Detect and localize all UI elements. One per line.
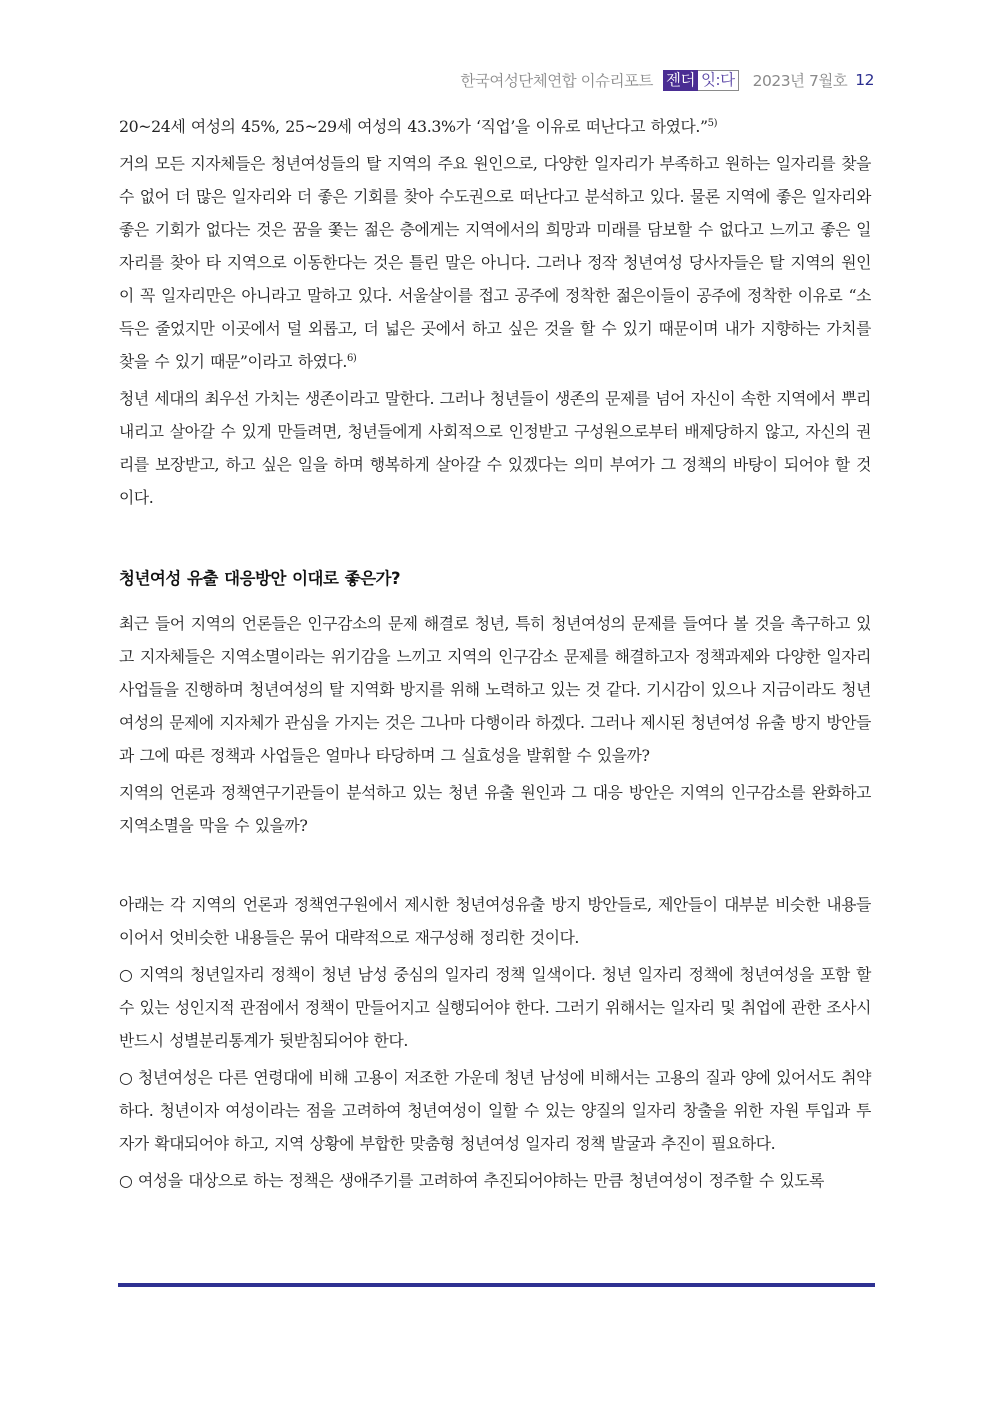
paragraph-text: 20~24세 여성의 45%, 25~29세 여성의 43.3%가 ‘직업’을 이유로 떠난다고 하였다.”	[119, 117, 708, 136]
logo-part-itda: 잇:다	[698, 70, 739, 91]
paragraph-3: 청년 세대의 최우선 가치는 생존이라고 말한다. 그러나 청년들이 생존의 문제를 넘어 자신이 속한 지역에서 뿌리 내리고 살아갈 수 있게 만들려면, 청년들에게 사회적으로 인정받고 구성원으로부터 배제당하지 않고, 자신의 권리를 보장받고, 하고 싶은 일을 하며 행복하게 살아갈 수 있겠다는 의미 부여가 그 정책의 바탕이 되어야 할 것이다.	[119, 389, 872, 507]
paragraph-5: 지역의 언론과 정책연구기관들이 분석하고 있는 청년 유출 원인과 그 대응 방안은 지역의 인구감소를 완화하고 지역소멸을 막을 수 있을까?	[119, 783, 871, 835]
paragraph-6: 아래는 각 지역의 언론과 정책연구원에서 제시한 청년여성유출 방지 방안들로, 제안들이 대부분 비슷한 내용들이어서 엇비슷한 내용들은 묶어 대략적으로 재구성해 정리한 것이다.	[119, 895, 871, 947]
footer-rule	[118, 1283, 875, 1287]
bullet-item-3: ○ 여성을 대상으로 하는 정책은 생애주기를 고려하여 추진되어야하는 만큼 청년여성이 정주할 수 있도록	[119, 1171, 824, 1190]
document-body	[119, 110, 871, 1201]
paragraph-2	[119, 147, 871, 378]
organization-name: 한국여성단체연합 이슈리포트	[460, 72, 653, 90]
paragraph-4: 최근 들어 지역의 언론들은 인구감소의 문제 해결로 청년, 특히 청년여성의 문제를 들여다 볼 것을 촉구하고 있고 지자체들은 지역소멸이라는 위기감을 느끼고 지역의 인구감소 문제를 해결하고자 정책과제와 다양한 일자리 사업들을 진행하며 청년여성의 탈 지역화 방지를 위해 노력하고 있는 것 같다. 기시감이 있으나 지금이라도 청년여성의 문제에 지자체가 관심을 가지는 것은 그나마 다행이라 하겠다. 그러나 제시된 청년여성 유출 방지 방안들과 그에 따른 정책과 사업들은 얼마나 타당하며 그 실효성을 발휘할 수 있을까?	[119, 614, 872, 765]
spacer	[119, 846, 871, 888]
footnote-ref: 5)	[707, 118, 718, 129]
paragraph-text: 거의 모든 지자체들은 청년여성들의 탈 지역의 주요 원인으로, 다양한 일자리가 부족하고 원하는 일자리를 찾을 수 없어 더 많은 일자리와 더 좋은 기회를 찾아 수도권으로 떠난다고 분석하고 있다. 물론 지역에 좋은 일자리와 좋은 기회가 없다는 것은 꿈을 쫓는 젊은 층에게는 지역에서의 희망과 미래를 담보할 수 없다고 느끼고 좋은 일자리를 찾아 타 지역으로 이동한다는 것은 틀린 말은 아니다. 그러나 정작 청년여성 당사자들은 탈 지역의 원인이 꼭 일자리만은 아니라고 말하고 있다. 서울살이를 접고 공주에 정착한 젊은이들이 공주에 정착한 이유로 “소득은 줄었지만 이곳에서 덜 외롭고, 더 넓은 곳에서 하고 싶은 것을 할 수 있기 때문이며 내가 지향하는 가치를 찾을 수 있기 때문”이라고 하였다.	[119, 154, 871, 371]
page-header	[460, 66, 874, 94]
page-number: 12	[855, 71, 874, 89]
issue-date: 2023년 7월호	[752, 72, 848, 90]
section-heading: 청년여성 유출 대응방안 이대로 좋은가?	[119, 569, 401, 588]
bullet-item-2: ○ 청년여성은 다른 연령대에 비해 고용이 저조한 가운데 청년 남성에 비해서는 고용의 질과 양에 있어서도 취약하다. 청년이자 여성이라는 점을 고려하여 청년여성이 일할 수 있는 양질의 일자리 창출을 위한 자원 투입과 투자가 확대되어야 하고, 지역 상황에 부합한 맞춤형 청년여성 일자리 정책 발굴과 추진이 필요하다.	[119, 1068, 871, 1153]
paragraph-1	[119, 110, 871, 143]
footnote-ref: 6)	[346, 353, 357, 364]
bullet-item-1: ○ 지역의 청년일자리 정책이 청년 남성 중심의 일자리 정책 일색이다. 청년 일자리 정책에 청년여성을 포함 할 수 있는 성인지적 관점에서 정책이 만들어지고 실행되어야 한다. 그러기 위해서는 일자리 및 취업에 관한 조사시 반드시 성별분리통계가 뒷받침되어야 한다.	[119, 965, 872, 1050]
logo-part-gender: 젠더	[663, 70, 698, 91]
publication-logo	[663, 70, 739, 91]
